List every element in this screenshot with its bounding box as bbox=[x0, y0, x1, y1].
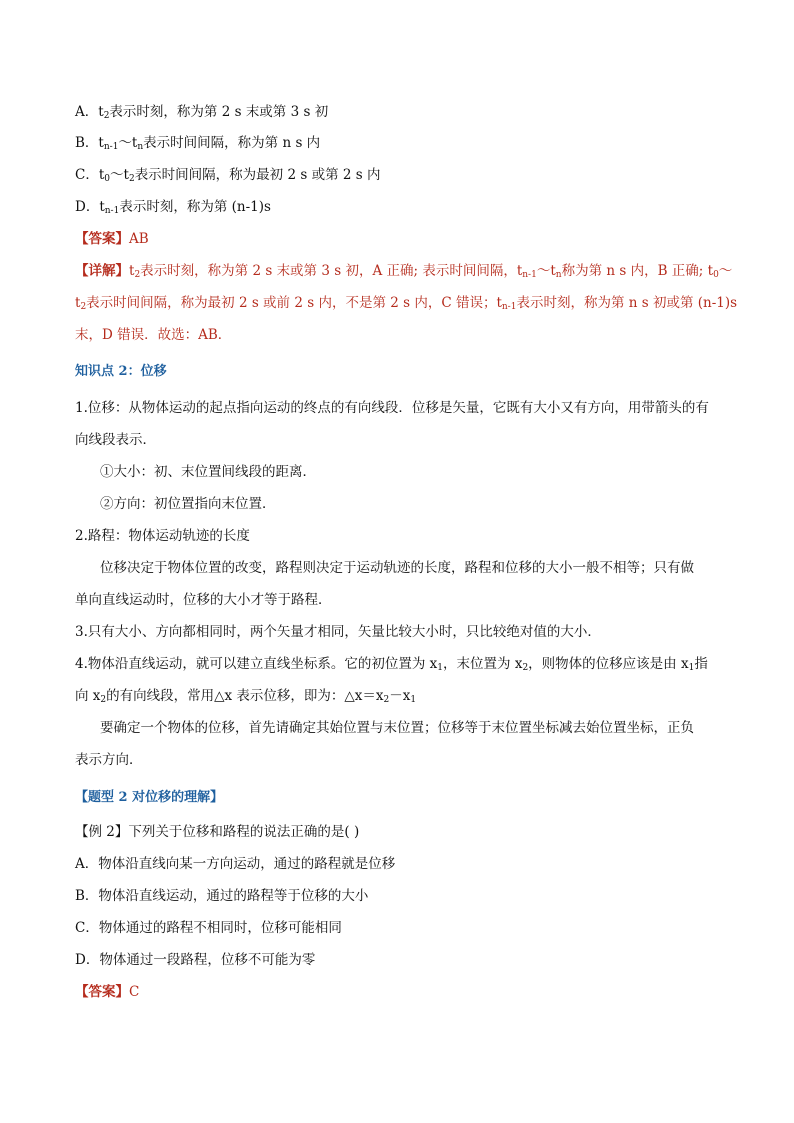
direction-item: ②方向：初位置指向末位置． bbox=[100, 496, 276, 512]
paragraph-text: －x bbox=[389, 688, 411, 704]
paragraph-3: 3.只有大小、方向都相同时，两个矢量才相同，矢量比较大小时，只比较绝对值的大小． bbox=[75, 624, 601, 640]
answer-1 bbox=[75, 229, 734, 249]
option-letter: A． bbox=[75, 104, 99, 120]
detail-label: 【详解】 bbox=[75, 263, 129, 279]
paragraph-text: 的有向线段，常用△x 表示位移，即为：△x＝x bbox=[106, 688, 384, 704]
example-2-option-d: D．物体通过一段路程，位移不可能为零 bbox=[75, 952, 316, 968]
answer-2 bbox=[75, 982, 734, 1002]
example-label: 【例 2】 bbox=[75, 824, 129, 840]
subscript: n bbox=[137, 142, 144, 152]
subscript: 2 bbox=[100, 695, 107, 705]
option-text: t bbox=[98, 167, 105, 183]
paragraph-text: 4.物体沿直线运动，就可以建立直线坐标系。它的初位置为 x bbox=[75, 656, 438, 672]
option-text: 表示时刻，称为第 (n-1)s bbox=[119, 199, 271, 215]
option-text: t bbox=[99, 199, 105, 215]
paragraph-text: ，末位置为 x bbox=[443, 656, 523, 672]
paragraph-text: ，则物体的位移应该是由 x bbox=[528, 656, 689, 672]
paragraph-4-line-2 bbox=[75, 686, 734, 706]
detail-line-1 bbox=[75, 261, 734, 281]
subscript: 2 bbox=[383, 695, 390, 705]
knowledge-point-heading: 知识点 2：位移 bbox=[75, 364, 167, 379]
paragraph-5-line-2: 表示方向． bbox=[75, 752, 143, 768]
detail-text: ～ bbox=[718, 263, 733, 279]
answer-label: 【答案】 bbox=[75, 984, 129, 1000]
detail-text: 表示时刻，称为第 2 s 末或第 3 s 初，A 正确; 表示时间间隔，t bbox=[140, 263, 523, 279]
option-text: 表示时间间隔，称为第 n s 内 bbox=[143, 135, 321, 151]
subscript: n-1 bbox=[522, 270, 537, 280]
answer-label: 【答案】 bbox=[75, 231, 129, 247]
option-text: 表示时间间隔，称为最初 2 s 或第 2 s 内 bbox=[134, 167, 381, 183]
subscript: 1 bbox=[410, 695, 417, 705]
option-letter: B． bbox=[75, 135, 99, 151]
detail-text: t bbox=[75, 295, 81, 311]
subscript: 0 bbox=[104, 174, 111, 184]
question-type-heading: 【题型 2 对位移的理解】 bbox=[75, 790, 224, 805]
paragraph-1-line-2: 向线段表示． bbox=[75, 432, 156, 448]
option-letter: D． bbox=[75, 199, 100, 215]
detail-line-2 bbox=[75, 293, 738, 313]
size-item: ①大小：初、末位置间线段的距离． bbox=[100, 464, 316, 480]
subscript: 0 bbox=[713, 270, 719, 280]
example-2-stem bbox=[75, 822, 734, 842]
paragraph-2: 2.路程：物体运动轨迹的长度 bbox=[75, 528, 250, 544]
example-2-option-c: C．物体通过的路程不相同时，位移可能相同 bbox=[75, 920, 342, 936]
option-letter: C． bbox=[75, 167, 99, 183]
paragraph-2b-line-1: 位移决定于物体位置的改变，路程则决定于运动轨迹的长度，路程和位移的大小一般不相等；只有做 bbox=[100, 560, 694, 576]
example-2-option-a: A．物体沿直线向某一方向运动，通过的路程就是位移 bbox=[75, 856, 396, 872]
answer-value: AB bbox=[129, 231, 149, 247]
option-text: ～t bbox=[110, 167, 129, 183]
subscript: n-1 bbox=[501, 302, 517, 312]
option-c bbox=[75, 165, 734, 185]
option-text: t bbox=[98, 135, 104, 151]
detail-text: 末，D 错误．故选：AB． bbox=[75, 327, 232, 343]
subscript: 2 bbox=[522, 663, 529, 673]
paragraph-5-line-1: 要确定一个物体的位移，首先请确定其始位置与末位置；位移等于末位置坐标减去始位置坐标，正负 bbox=[100, 720, 694, 736]
subscript: 1 bbox=[688, 663, 695, 673]
paragraph-1-line-1: 1.位移：从物体运动的起点指向运动的终点的有向线段．位移是矢量，它既有大小又有方向，用带箭头的有 bbox=[75, 400, 709, 416]
option-text: 表示时刻，称为第 2 s 末或第 3 s 初 bbox=[109, 104, 329, 120]
detail-text: ～t bbox=[536, 263, 556, 279]
subscript: 2 bbox=[103, 111, 110, 121]
subscript: n-1 bbox=[104, 206, 120, 216]
subscript: n-1 bbox=[103, 142, 119, 152]
detail-text: 表示时刻，称为第 n s 初或第 (n-1)s bbox=[516, 295, 738, 311]
option-a bbox=[75, 102, 734, 122]
paragraph-text: 指 bbox=[694, 656, 708, 672]
subscript: 2 bbox=[128, 174, 135, 184]
option-text: t bbox=[98, 104, 104, 120]
option-text: ～t bbox=[118, 135, 138, 151]
example-2-option-b: B．物体沿直线运动，通过的路程等于位移的大小 bbox=[75, 888, 369, 904]
subscript: n bbox=[555, 270, 562, 280]
detail-text: t bbox=[129, 263, 135, 279]
example-stem: 下列关于位移和路程的说法正确的是( ) bbox=[128, 824, 360, 840]
detail-text: 表示时间间隔，称为最初 2 s 或前 2 s 内，不是第 2 s 内，C 错误；t bbox=[86, 295, 502, 311]
detail-text: 称为第 n s 内，B 正确; t bbox=[561, 263, 714, 279]
subscript: 1 bbox=[437, 663, 444, 673]
paragraph-text: 向 x bbox=[75, 688, 101, 704]
answer-value: C bbox=[129, 984, 140, 1000]
subscript: 2 bbox=[134, 270, 141, 280]
paragraph-2b-line-2: 单向直线运动时，位移的大小才等于路程． bbox=[75, 592, 332, 608]
option-b bbox=[75, 133, 734, 153]
detail-line-3 bbox=[75, 325, 734, 345]
subscript: 2 bbox=[80, 302, 87, 312]
paragraph-4-line-1 bbox=[75, 654, 734, 674]
option-d bbox=[75, 197, 734, 217]
